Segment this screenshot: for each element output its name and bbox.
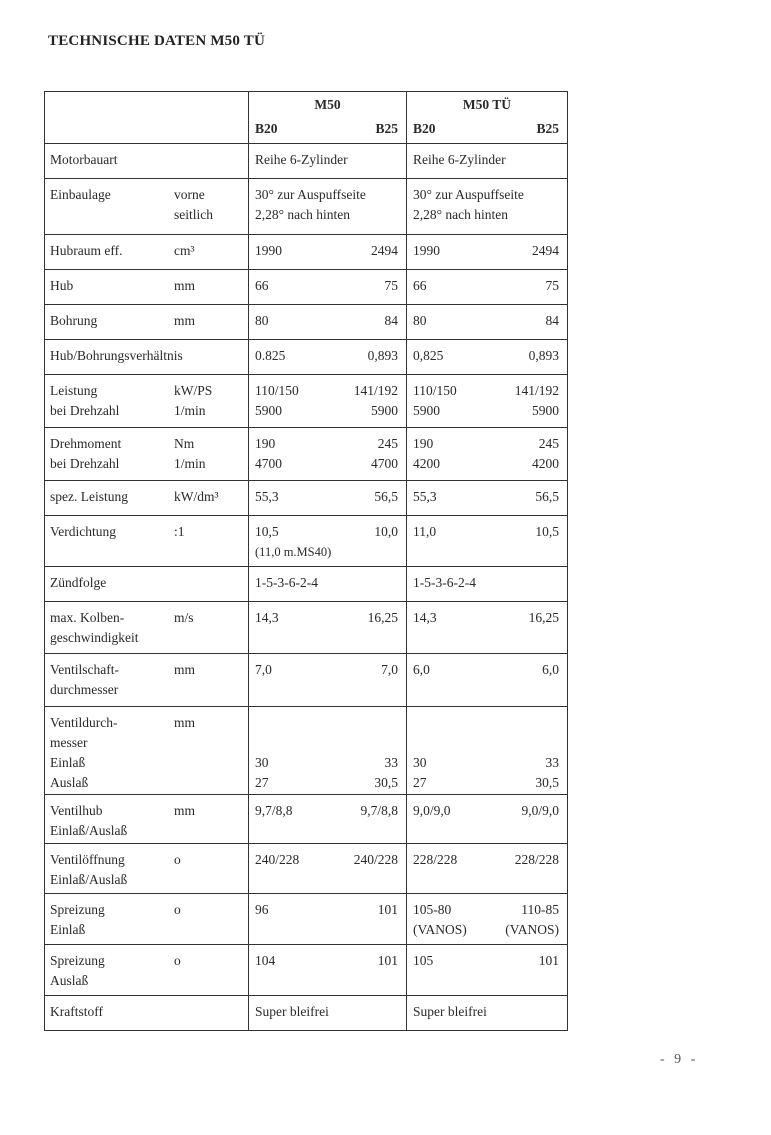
- table-row-verdichtung: [45, 516, 568, 567]
- row-unit: [174, 971, 181, 991]
- row-unit: m/s: [174, 610, 194, 625]
- m50-value-cell: [249, 844, 407, 894]
- b25-value: 101: [377, 953, 398, 968]
- label-cell: [45, 305, 249, 340]
- b25-value: 33: [384, 755, 398, 770]
- row-label: Einbaulage: [50, 187, 111, 202]
- row-label: Zündfolge: [50, 575, 107, 590]
- b20-value: 14,3: [255, 610, 279, 625]
- row-unit: :1: [174, 524, 185, 539]
- b20-value: 5900: [413, 403, 440, 418]
- b25-value: [556, 713, 559, 733]
- page-number: - 9 -: [660, 1052, 699, 1067]
- row-unit: [174, 870, 181, 890]
- header-m50tu-b20: B20: [413, 121, 436, 136]
- b20-value: [413, 733, 416, 753]
- row-unit: o: [174, 852, 181, 867]
- m50tu-value-cell: [407, 894, 568, 945]
- b25-value: (VANOS): [505, 922, 559, 937]
- row-unit: mm: [174, 278, 196, 293]
- m50-value-cell: [249, 481, 407, 516]
- b20-value: 0,825: [413, 348, 444, 363]
- m50tu-value-cell: [407, 516, 568, 567]
- cell-value: 2,28° nach hinten: [413, 207, 509, 222]
- row-unit: [174, 821, 195, 841]
- b25-value: 75: [384, 278, 398, 293]
- b25-value: 56,5: [535, 489, 559, 504]
- m50-value-cell: [249, 795, 407, 844]
- cell-value: Super bleifrei: [413, 1004, 487, 1019]
- table-row-ventiloeffnung: [45, 844, 568, 894]
- cell-value: 1-5-3-6-2-4: [413, 575, 476, 590]
- row-unit: [174, 573, 177, 593]
- b20-value: 9,7/8,8: [255, 803, 293, 818]
- row-label: Hubraum eff.: [50, 243, 123, 258]
- label-cell: [45, 340, 249, 375]
- m50tu-value-cell: [407, 567, 568, 602]
- cell-value: Super bleifrei: [255, 1004, 329, 1019]
- b20-value: 96: [255, 902, 269, 917]
- table-row-bohrung: [45, 305, 568, 340]
- m50-value-cell: [249, 516, 407, 567]
- row-label: bei Drehzahl: [50, 456, 120, 471]
- label-cell: [45, 707, 249, 795]
- label-cell: [45, 945, 249, 996]
- m50tu-value-cell: [407, 795, 568, 844]
- b25-value: 141/192: [353, 383, 398, 398]
- m50tu-value-cell: [407, 481, 568, 516]
- b20-value: 240/228: [255, 852, 300, 867]
- label-cell: [45, 602, 249, 654]
- b25-value: 84: [545, 313, 559, 328]
- tech-data-table: [44, 91, 568, 1031]
- m50-value-cell: [249, 654, 407, 707]
- b25-value: [556, 733, 559, 753]
- table-row-spreizung-einlass: [45, 894, 568, 945]
- m50-value-cell: [249, 144, 407, 179]
- b25-value: 0,893: [367, 348, 398, 363]
- row-unit: [174, 628, 194, 648]
- row-label: Auslaß: [50, 775, 89, 790]
- row-unit: kW/dm³: [174, 489, 219, 504]
- row-unit: mm: [174, 662, 196, 677]
- table-row-kraftstoff: [45, 996, 568, 1031]
- label-cell: [45, 844, 249, 894]
- label-cell: [45, 235, 249, 270]
- b20-value: 110/150: [413, 383, 457, 398]
- b20-value: 105-80: [413, 902, 452, 917]
- m50tu-value-cell: [407, 602, 568, 654]
- m50-value-cell: [249, 270, 407, 305]
- b25-value: 30,5: [374, 775, 398, 790]
- label-cell: [45, 996, 249, 1031]
- table-row-leistung: [45, 375, 568, 428]
- b20-value: 228/228: [413, 852, 458, 867]
- m50-value-cell: [249, 235, 407, 270]
- row-unit: mm: [174, 803, 196, 818]
- m50tu-value-cell: [407, 270, 568, 305]
- label-cell: [45, 270, 249, 305]
- label-cell: [45, 144, 249, 179]
- row-label: max. Kolben-: [50, 610, 125, 625]
- b20-value: 80: [255, 313, 269, 328]
- row-unit: kW/PS: [174, 383, 213, 398]
- b25-value: 5900: [371, 403, 398, 418]
- b20-value: [255, 713, 258, 733]
- b25-value: 2494: [532, 243, 559, 258]
- row-label: messer: [50, 735, 88, 750]
- table-row-hubraum: [45, 235, 568, 270]
- b20-value: (VANOS): [413, 922, 467, 937]
- row-label: Drehmoment: [50, 436, 122, 451]
- b25-value: 228/228: [514, 852, 559, 867]
- row-unit: [174, 773, 195, 793]
- b20-value: 1990: [413, 243, 440, 258]
- table-row-einbaulage: [45, 179, 568, 235]
- row-unit: [174, 346, 177, 366]
- row-label: [50, 205, 174, 225]
- header-m50-b20: B20: [255, 121, 278, 136]
- row-unit: 1/min: [174, 403, 206, 418]
- table-row-ventildurchmesser: [45, 707, 568, 795]
- b20-value: 7,0: [255, 662, 272, 677]
- label-cell: [45, 654, 249, 707]
- m50-value-cell: [249, 428, 407, 481]
- b25-value: 101: [538, 953, 559, 968]
- row-unit: cm³: [174, 243, 195, 258]
- row-unit: mm: [174, 715, 196, 730]
- b20-value: 110/150: [255, 383, 299, 398]
- table-row-spreizung-auslass: [45, 945, 568, 996]
- cell-value: Reihe 6-Zylinder: [413, 152, 506, 167]
- b25-value: [395, 733, 398, 753]
- m50tu-value-cell: [407, 179, 568, 235]
- header-m50-label: M50: [314, 97, 341, 112]
- b20-value: 105: [413, 953, 434, 968]
- b25-value: 10,5: [535, 524, 559, 539]
- m50tu-value-cell: [407, 707, 568, 795]
- b20-value: 30: [413, 755, 427, 770]
- b20-value: 104: [255, 953, 276, 968]
- m50tu-value-cell: [407, 654, 568, 707]
- row-label: Hub/Bohrungsverhältnis: [50, 348, 183, 363]
- m50tu-value-cell: [407, 144, 568, 179]
- b20-value: 9,0/9,0: [413, 803, 451, 818]
- b25-value: 84: [384, 313, 398, 328]
- m50-value-cell: [249, 707, 407, 795]
- b20-value: 66: [413, 278, 427, 293]
- row-label: geschwindigkeit: [50, 630, 139, 645]
- b25-value: 4700: [371, 456, 398, 471]
- b20-value: 0.825: [255, 348, 286, 363]
- cell-value: 30° zur Auspuffseite: [255, 187, 366, 202]
- table-row-zuendfolge: [45, 567, 568, 602]
- table-row-drehmoment: [45, 428, 568, 481]
- row-label: Motorbauart: [50, 152, 118, 167]
- m50tu-value-cell: [407, 945, 568, 996]
- b25-value: 6,0: [542, 662, 559, 677]
- m50tu-value-cell: [407, 235, 568, 270]
- header-m50tu-label: M50 TÜ: [462, 97, 512, 112]
- row-label: Einlaß/Auslaß: [50, 872, 128, 887]
- table-header-row: [45, 92, 568, 144]
- row-unit: Nm: [174, 436, 195, 451]
- m50tu-value-cell: [407, 844, 568, 894]
- row-unit: mm: [174, 313, 196, 328]
- b20-value: 80: [413, 313, 427, 328]
- row-unit: [174, 1002, 177, 1022]
- row-unit: o: [174, 953, 181, 968]
- row-label: Spreizung: [50, 953, 105, 968]
- b25-value: 56,5: [374, 489, 398, 504]
- b20-value: 14,3: [413, 610, 437, 625]
- row-unit: [174, 733, 195, 753]
- label-cell: [45, 894, 249, 945]
- row-unit: vorne: [174, 187, 205, 202]
- m50-value-cell: [249, 305, 407, 340]
- b25-value: 16,25: [367, 610, 398, 625]
- b25-value: 30,5: [535, 775, 559, 790]
- table-row-motorbauart: [45, 144, 568, 179]
- m50tu-value-cell: [407, 305, 568, 340]
- header-m50tu-b25: B25: [536, 121, 559, 136]
- b25-value: 9,7/8,8: [360, 803, 398, 818]
- b25-value: 4200: [532, 456, 559, 471]
- label-cell: [45, 428, 249, 481]
- b25-value: 2494: [371, 243, 398, 258]
- row-label: Ventilschaft-: [50, 662, 119, 677]
- b25-value: 5900: [532, 403, 559, 418]
- b20-value: 10,5: [255, 524, 279, 539]
- b20-value: 30: [255, 755, 269, 770]
- m50-value-cell: [249, 996, 407, 1031]
- b20-value: 4700: [255, 456, 282, 471]
- row-label: Bohrung: [50, 313, 98, 328]
- label-cell: [45, 567, 249, 602]
- b20-value: 27: [413, 775, 427, 790]
- row-label: Einlaß/Auslaß: [50, 823, 128, 838]
- row-label: Ventilhub: [50, 803, 103, 818]
- table-row-ventilschaft: [45, 654, 568, 707]
- b20-value: 4200: [413, 456, 440, 471]
- b25-value: 9,0/9,0: [521, 803, 559, 818]
- b20-value: 55,3: [255, 489, 279, 504]
- header-empty-cell: [45, 92, 249, 144]
- label-cell: [45, 179, 249, 235]
- m50-value-cell: [249, 894, 407, 945]
- row-label: Spreizung: [50, 902, 105, 917]
- row-label: durchmesser: [50, 682, 119, 697]
- b20-value: 11,0: [413, 524, 437, 539]
- label-cell: [45, 795, 249, 844]
- row-label: Kraftstoff: [50, 1004, 103, 1019]
- b25-value: 240/228: [353, 852, 398, 867]
- table-row-hub-bohrung: [45, 340, 568, 375]
- row-unit: 1/min: [174, 456, 206, 471]
- cell-value: 30° zur Auspuffseite: [413, 187, 524, 202]
- table-row-ventilhub: [45, 795, 568, 844]
- row-unit: [174, 920, 181, 940]
- b20-value: 5900: [255, 403, 282, 418]
- header-m50-b25: B25: [375, 121, 398, 136]
- b25-value: 245: [538, 436, 559, 451]
- table-row-kolbengeschw: [45, 602, 568, 654]
- b20-value: [413, 713, 416, 733]
- table-row-spez-leistung: [45, 481, 568, 516]
- b25-value: 75: [545, 278, 559, 293]
- row-label: Auslaß: [50, 973, 89, 988]
- b25-value: 110-85: [521, 902, 559, 917]
- b25-value: 101: [377, 902, 398, 917]
- row-label: Leistung: [50, 383, 98, 398]
- row-label: spez. Leistung: [50, 489, 128, 504]
- row-unit: o: [174, 902, 181, 917]
- m50-value-cell: [249, 179, 407, 235]
- b20-value: 6,0: [413, 662, 430, 677]
- row-label: Ventildurch-: [50, 715, 118, 730]
- m50tu-value-cell: [407, 996, 568, 1031]
- row-unit: [174, 680, 195, 700]
- b20-value: 27: [255, 775, 269, 790]
- row-label: Ventilöffnung: [50, 852, 125, 867]
- b25-value: 0,893: [528, 348, 559, 363]
- b20-value: 66: [255, 278, 269, 293]
- label-cell: [45, 375, 249, 428]
- b25-value: [395, 713, 398, 733]
- b25-value: 16,25: [528, 610, 559, 625]
- row-label: Einlaß: [50, 755, 86, 770]
- cell-value: Reihe 6-Zylinder: [255, 152, 348, 167]
- m50-value-cell: [249, 945, 407, 996]
- b25-value: 7,0: [381, 662, 398, 677]
- b20-value: 55,3: [413, 489, 437, 504]
- row-label: Hub: [50, 278, 74, 293]
- b20-value: 190: [255, 436, 276, 451]
- table-row-hub: [45, 270, 568, 305]
- row-label: Einlaß: [50, 922, 86, 937]
- cell-value: 1-5-3-6-2-4: [255, 575, 318, 590]
- cell-value: 2,28° nach hinten: [255, 207, 351, 222]
- m50-value-cell: [249, 602, 407, 654]
- m50tu-value-cell: [407, 428, 568, 481]
- row-unit: seitlich: [174, 207, 213, 222]
- header-m50-cell: [249, 92, 407, 144]
- row-unit: [174, 753, 195, 773]
- b25-value: 141/192: [514, 383, 559, 398]
- b20-value: 190: [413, 436, 434, 451]
- b20-value: [255, 733, 258, 753]
- row-label: bei Drehzahl: [50, 403, 120, 418]
- row-label: Verdichtung: [50, 524, 116, 539]
- label-cell: [45, 481, 249, 516]
- row-unit: [174, 150, 177, 170]
- m50-value-cell: [249, 375, 407, 428]
- m50-value-cell: [249, 567, 407, 602]
- label-cell: [45, 516, 249, 567]
- b25-value: 33: [545, 755, 559, 770]
- cell-note: (11,0 m.MS40): [255, 545, 332, 559]
- b20-value: 1990: [255, 243, 282, 258]
- m50tu-value-cell: [407, 340, 568, 375]
- header-m50tu-cell: [407, 92, 568, 144]
- b25-value: 10,0: [374, 524, 398, 539]
- m50-value-cell: [249, 340, 407, 375]
- b25-value: 245: [377, 436, 398, 451]
- page-title: TECHNISCHE DATEN M50 TÜ: [48, 33, 265, 49]
- m50tu-value-cell: [407, 375, 568, 428]
